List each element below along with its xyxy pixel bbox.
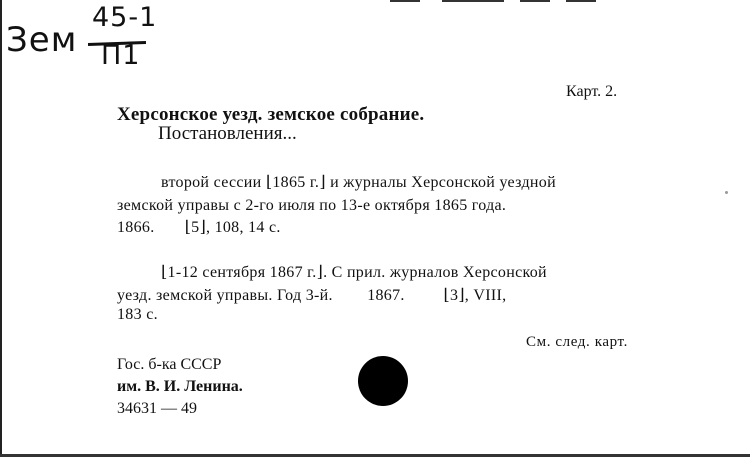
entry1-line1: второй сессии ⌊1865 г.⌋ и журналы Херсонской уездной [161,174,556,191]
library-stamp-line1: Гос. б-ка СССР [117,356,222,373]
card-title: Херсонское уезд. земское собрание. [117,104,425,125]
top-edge-mark [390,0,420,2]
see-next-card-note: См. след. карт. [526,334,628,350]
library-stamp-line2: им. В. И. Ленина. [117,378,243,395]
punch-hole [358,356,408,406]
library-stamp-line3: 34631 — 49 [117,400,197,417]
handwritten-shelf-prefix: Зем [6,20,78,60]
top-edge-mark [442,0,504,2]
handwritten-shelf-denominator: П1 [101,40,141,71]
entry2-line2: уезд. земской управы. Год 3-й. 1867. ⌊3⌋, VIII, [117,287,507,304]
entry2-line3: 183 с. [117,306,158,323]
entry2-line1: ⌊1-12 сентября 1867 г.⌋. С прил. журналов Херсонской [161,264,547,281]
entry1-line2: земской управы с 2-го июля по 13-е октября 1865 года. [117,197,507,214]
top-edge-mark [520,0,550,2]
handwritten-shelf-numerator: 45-1 [92,2,158,33]
card-left-edge [0,0,2,457]
entry1-line3: 1866. ⌊5⌋, 108, 14 с. [117,219,281,236]
top-edge-mark [566,0,596,2]
card-subtitle: Постановления... [158,123,297,144]
card-number-label: Карт. 2. [566,83,618,100]
paper-speck [725,191,728,194]
